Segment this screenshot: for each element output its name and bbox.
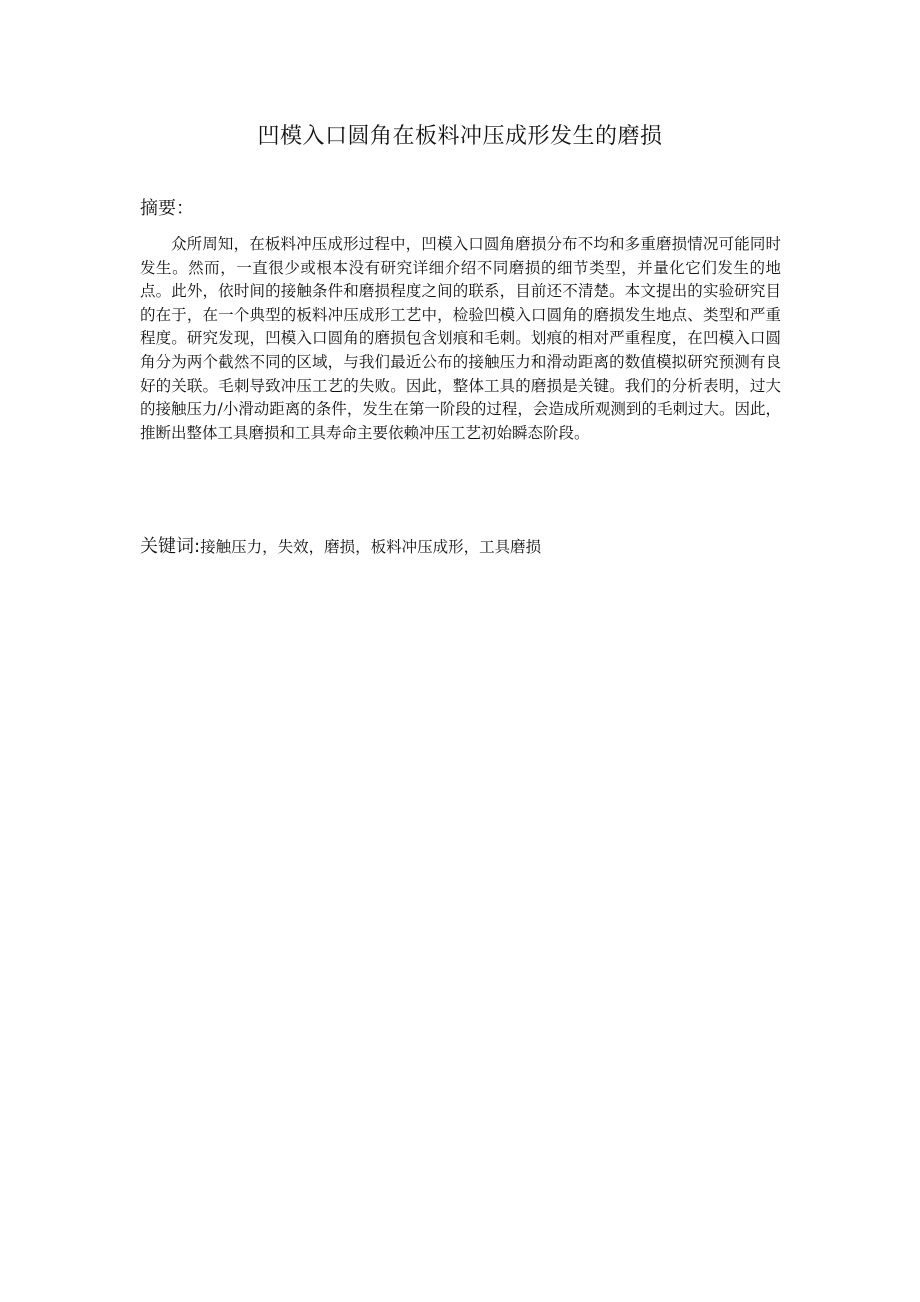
keywords-line: [140, 535, 541, 559]
abstract-heading: 摘要：: [140, 198, 194, 219]
document-title: 凹模入口圆角在板料冲压成形发生的磨损: [257, 124, 663, 149]
abstract-paragraph: 众所周知，在板料冲压成形过程中，凹模入口圆角磨损分布不均和多重磨损情况可能同时发生。然而，一直很少或根本没有研究详细介绍不同磨损的细节类型，并量化它们发生的地点。此外，依时间的接触条件和磨损程度之间的联系，目前还不清楚。本文提出的实验研究目的在于，在一个典型的板料冲压成形工艺中，检验凹模入口圆角的磨损发生地点、类型和严重程度。研究发现，凹模入口圆角的磨损包含划痕和毛刺。划痕的相对严重程度，在凹模入口圆角分为两个截然不同的区域，与我们最近公布的接触压力和滑动距离的数值模拟研究预测有良好的关联。毛刺导致冲压工艺的失败。因此，整体工具的磨损是关键。我们的分析表明，过大的接触压力/小滑动距离的条件，发生在第一阶段的过程，会造成所观测到的毛刺过大。因此，推断出整体工具磨损和工具寿命主要依赖冲压工艺初始瞬态阶段。: [140, 235, 781, 442]
keywords-label: 关键词:: [140, 536, 201, 557]
keywords-text: 接触压力，失效，磨损，板料冲压成形，工具磨损: [200, 538, 542, 556]
